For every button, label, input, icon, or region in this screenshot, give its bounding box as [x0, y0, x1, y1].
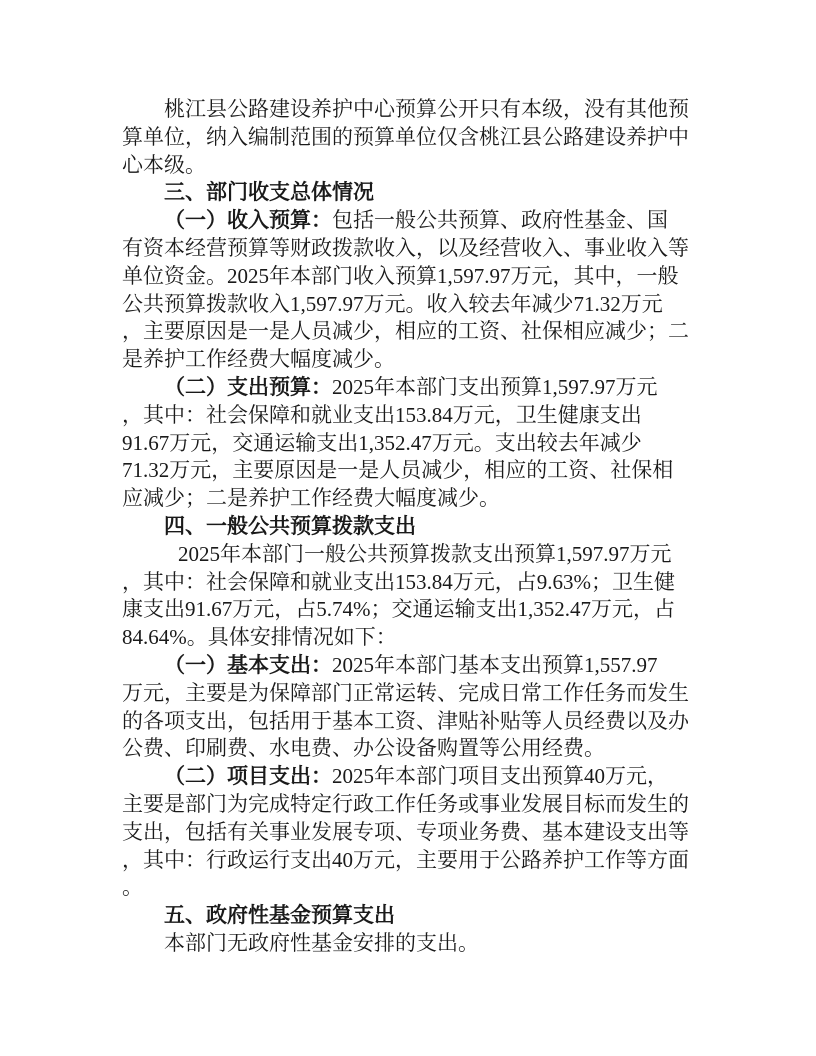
- text-span: 2025年本部门支出预算1,597.97万元: [332, 374, 658, 399]
- text-line: ，其中：行政运行支出40万元，主要用于公路养护工作等方面: [122, 847, 689, 872]
- text-span: 2025年本部门项目支出预算40万元，: [332, 764, 668, 789]
- text-line: 本部门无政府性基金安排的支出。: [164, 930, 479, 955]
- text-line: 单位资金。2025年本部门收入预算1,597.97万元，其中，一般: [122, 263, 679, 288]
- text-span: 包括一般公共预算、政府性基金、国: [332, 208, 668, 233]
- paragraph-scope: [122, 96, 762, 179]
- text-line: 是养护工作经费大幅度减少。: [122, 347, 395, 372]
- paragraph-income-budget: [122, 207, 762, 374]
- document-body: [122, 96, 762, 958]
- section-heading-government-fund: 五、政府性基金预算支出: [164, 903, 395, 928]
- text-line: 支出，包括有关事业发展专项、专项业务费、基本建设支出等: [122, 819, 689, 844]
- text-line: 主要是部门为完成特定行政工作任务或事业发展目标而发生的: [122, 791, 689, 816]
- text-line: 心本级。: [122, 152, 206, 177]
- text-line: 算单位，纳入编制范围的预算单位仅含桃江县公路建设养护中: [122, 124, 689, 149]
- text-line: ，主要原因是一是人员减少，相应的工资、社保相应减少；二: [122, 319, 689, 344]
- text-line: 万元，主要是为保障部门正常运转、完成日常工作任务而发生: [122, 680, 689, 705]
- section-heading-overview: 三、部门收支总体情况: [164, 180, 374, 205]
- subsection-lead: （二）项目支出：: [164, 764, 332, 789]
- text-line: 应减少；二是养护工作经费大幅度减少。: [122, 486, 500, 511]
- text-line: ，其中：社会保障和就业支出153.84万元，占9.63%；卫生健: [122, 569, 675, 594]
- text-line: ，其中：社会保障和就业支出153.84万元，卫生健康支出: [122, 402, 642, 427]
- paragraph-project-expenditure: [122, 763, 762, 902]
- text-line: 公费、印刷费、水电费、办公设备购置等公用经费。: [122, 736, 605, 761]
- text-line: [122, 207, 762, 235]
- subsection-lead: （一）基本支出：: [164, 652, 332, 677]
- subsection-lead: （一）收入预算：: [164, 208, 332, 233]
- section-heading-general-budget: 四、一般公共预算拨款支出: [164, 513, 416, 538]
- paragraph-general-budget: [122, 541, 762, 652]
- text-line: 桃江县公路建设养护中心预算公开只有本级，没有其他预: [164, 97, 689, 121]
- text-line: 有资本经营预算等财政拨款收入，以及经营收入、事业收入等: [122, 235, 689, 260]
- text-line: 71.32万元，主要原因是一是人员减少，相应的工资、社保相: [122, 458, 674, 483]
- text-line: 公共预算拨款收入1,597.97万元。收入较去年减少71.32万元: [122, 291, 663, 316]
- text-line: 。: [122, 875, 143, 900]
- paragraph-expenditure-budget: [122, 374, 762, 513]
- text-line: 2025年本部门一般公共预算拨款支出预算1,597.97万元: [178, 541, 672, 566]
- text-line: [122, 763, 762, 791]
- subsection-lead: （二）支出预算：: [164, 374, 332, 399]
- paragraph-basic-expenditure: [122, 652, 762, 763]
- text-line: 康支出91.67万元，占5.74%；交通运输支出1,352.47万元，占: [122, 597, 675, 622]
- text-line: 的各项支出，包括用于基本工资、津贴补贴等人员经费以及办: [122, 708, 689, 733]
- text-line: 84.64%。具体安排情况如下：: [122, 625, 397, 650]
- text-line: [122, 652, 762, 680]
- text-span: 2025年本部门基本支出预算1,557.97: [332, 652, 658, 677]
- paragraph-government-fund: [122, 930, 762, 958]
- text-line: [122, 374, 762, 402]
- text-line: 91.67万元，交通运输支出1,352.47万元。支出较去年减少: [122, 430, 642, 455]
